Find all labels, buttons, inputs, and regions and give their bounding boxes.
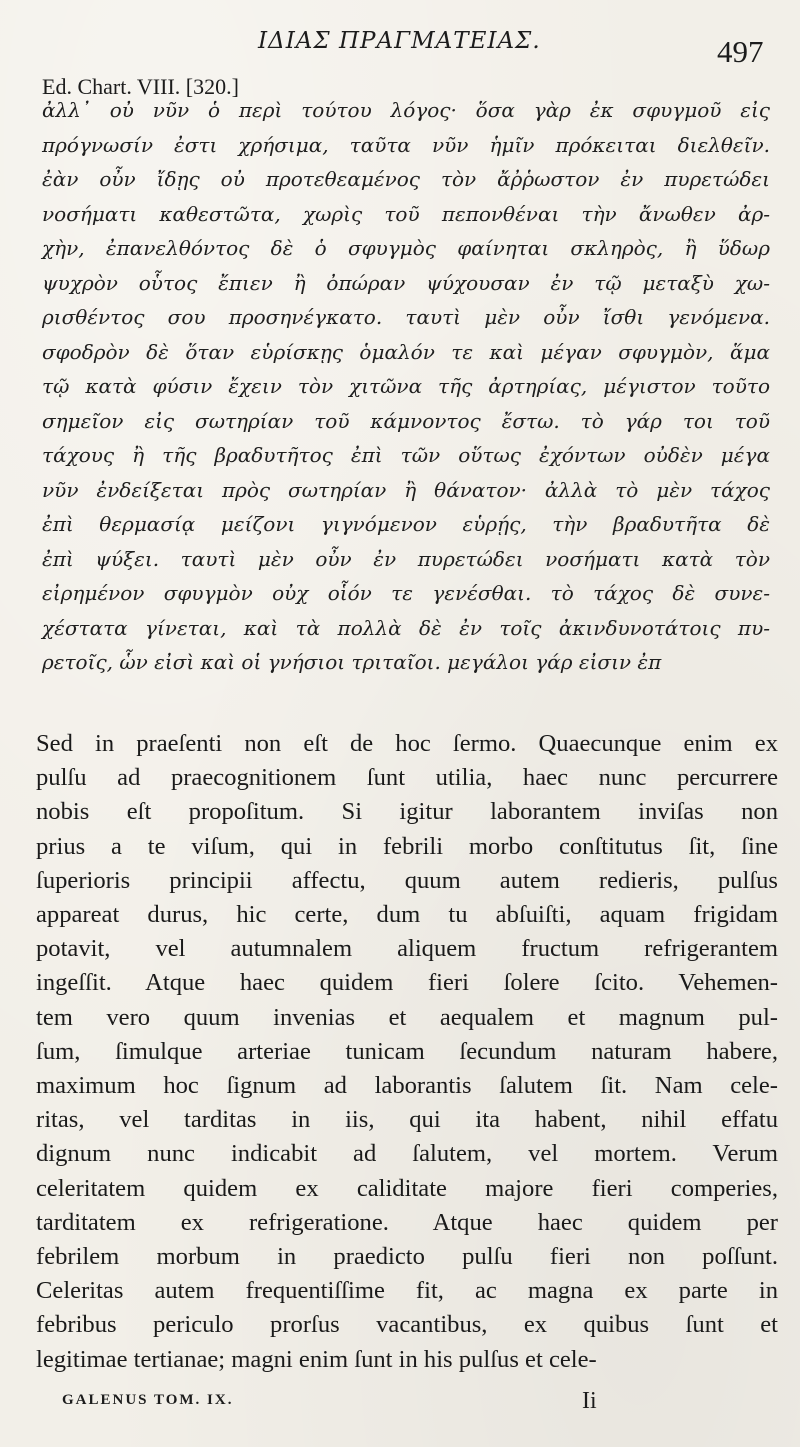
latin-line: ingeſſit. Atque haec quidem fieri ſolere ſcito. Vehemen- <box>36 969 778 997</box>
latin-line: febrilem morbum in praedicto pulſu fieri non poſſunt. <box>36 1243 778 1271</box>
latin-text-block <box>36 727 778 1377</box>
greek-line: ἐὰν οὖν ἴδῃς οὐ προτεθεαμένος τὸν ἄῤῥωστον ἐν πυρετώδει <box>42 167 770 191</box>
latin-line: dignum nunc indicabit ad ſalutem, vel mortem. Verum <box>36 1140 778 1168</box>
greek-line: τῷ κατὰ φύσιν ἔχειν τὸν χιτῶνα τῆς ἀρτηρίας, μέγιστον τοῦτο <box>42 374 770 398</box>
latin-line: tem vero quum invenias et aequalem et magnum pul- <box>36 1003 778 1031</box>
latin-line: Celeritas autem frequentiſſime fit, ac magna ex parte in <box>36 1277 778 1305</box>
greek-line: χὴν, ἐπανελθόντος δὲ ὁ σφυγμὸς φαίνηται σκληρὸς, ἢ ὕδωρ <box>42 236 770 260</box>
greek-line: σφοδρὸν δὲ ὅταν εὑρίσκῃς ὁμαλόν τε καὶ μέγαν σφυγμὸν, ἅμα <box>42 339 770 364</box>
latin-line: ſuperioris principii affectu, quum autem redieris, pulſus <box>36 866 778 894</box>
page-number: 497 <box>717 34 764 69</box>
volume-signature: GALENUS TOM. IX. <box>62 1392 234 1408</box>
latin-line: pulſu ad praecognitionem ſunt utilia, haec nunc percurrere <box>36 764 778 792</box>
greek-line: ἀλλ᾽ οὐ νῦν ὁ περὶ τούτου λόγος· ὅσα γὰρ ἐκ σφυγμοῦ εἰς <box>42 98 770 122</box>
latin-line: ſum, ſimulque arteriae tunicam ſecundum naturam habere, <box>36 1037 778 1065</box>
greek-text-block <box>42 93 770 680</box>
greek-line: ρετοῖς, ὧν εἰσὶ καὶ οἱ γνήσιοι τριταῖοι. μεγάλοι γάρ εἰσιν ἐπ <box>42 650 662 674</box>
greek-line: εἰρημένον σφυγμὸν οὐχ οἷόν τε γενέσθαι. τὸ τάχος δὲ συνε- <box>42 581 770 605</box>
latin-line: Sed in praeſenti non eſt de hoc ſermo. Quaecunque enim ex <box>36 730 778 757</box>
greek-line: χέστατα γίνεται, καὶ τὰ πολλὰ δὲ ἐν τοῖς ἀκινδυνοτάτοις πυ- <box>42 615 770 640</box>
latin-line: potavit, vel autumnalem aliquem fructum refrigerantem <box>36 935 778 963</box>
greek-line: νῦν ἐνδείξεται πρὸς σωτηρίαν ἢ θάνατον· ἀλλὰ τὸ μὲν τάχος <box>42 477 770 502</box>
latin-line: legitimae tertianae; magni enim ſunt in his pulſus et cele- <box>36 1345 597 1373</box>
latin-line: prius a te viſum, qui in febrili morbo conſtitutus ſit, ſine <box>36 832 778 860</box>
greek-line: ρισθέντος σου προσηνέγκατο. ταυτὶ μὲν οὖν ἴσθι γενόμενα. <box>42 305 770 329</box>
latin-line: appareat durus, hic certe, dum tu abſuiſti, aquam frigidam <box>36 901 778 929</box>
latin-line: maximum hoc ſignum ad laborantis ſalutem ſit. Nam cele- <box>36 1072 778 1100</box>
latin-line: tarditatem ex refrigeratione. Atque haec quidem per <box>36 1208 778 1236</box>
latin-line: ritas, vel tarditas in iis, qui ita habent, nihil effatu <box>36 1106 778 1134</box>
sheet-mark: Ii <box>582 1388 597 1414</box>
running-head: ΙΔΙΑΣ ΠΡΑΓΜΑΤΕΙΑΣ. <box>258 28 541 54</box>
greek-line: τάχους ἢ τῆς βραδυτῆτος ἐπὶ τῶν οὕτως ἐχόντων οὐδὲν μέγα <box>42 443 770 467</box>
greek-line: νοσήματι καθεστῶτα, χωρὶς τοῦ πεπονθέναι τὴν ἄνωθεν ἀρ- <box>42 201 770 226</box>
greek-line: σημεῖον εἰς σωτηρίαν τοῦ κάμνοντος ἔστω. τὸ γάρ τοι τοῦ <box>42 408 770 433</box>
greek-line: ἐπὶ θερμασίᾳ μείζονι γιγνόμενον εὑρῄς, τὴν βραδυτῆτα δὲ <box>42 512 770 536</box>
greek-line: πρόγνωσίν ἐστι χρήσιμα, ταῦτα νῦν ἡμῖν πρόκειται διελθεῖν. <box>42 132 770 157</box>
latin-line: celeritatem quidem ex caliditate majore fieri comperies, <box>36 1174 778 1202</box>
latin-line: nobis eſt propoſitum. Si igitur laborantem inviſas non <box>36 798 778 826</box>
greek-line: ψυχρὸν οὗτος ἔπιεν ἢ ὀπώραν ψύχουσαν ἐν τῷ μεταξὺ χω- <box>42 270 770 295</box>
greek-line: ἐπὶ ψύξει. ταυτὶ μὲν οὖν ἐν πυρετώδει νοσήματι κατὰ τὸν <box>42 546 770 571</box>
latin-line: febribus periculo prorſus vacantibus, ex quibus ſunt et <box>36 1311 778 1339</box>
edition-reference: Ed. Chart. VIII. [320.] <box>42 74 239 99</box>
